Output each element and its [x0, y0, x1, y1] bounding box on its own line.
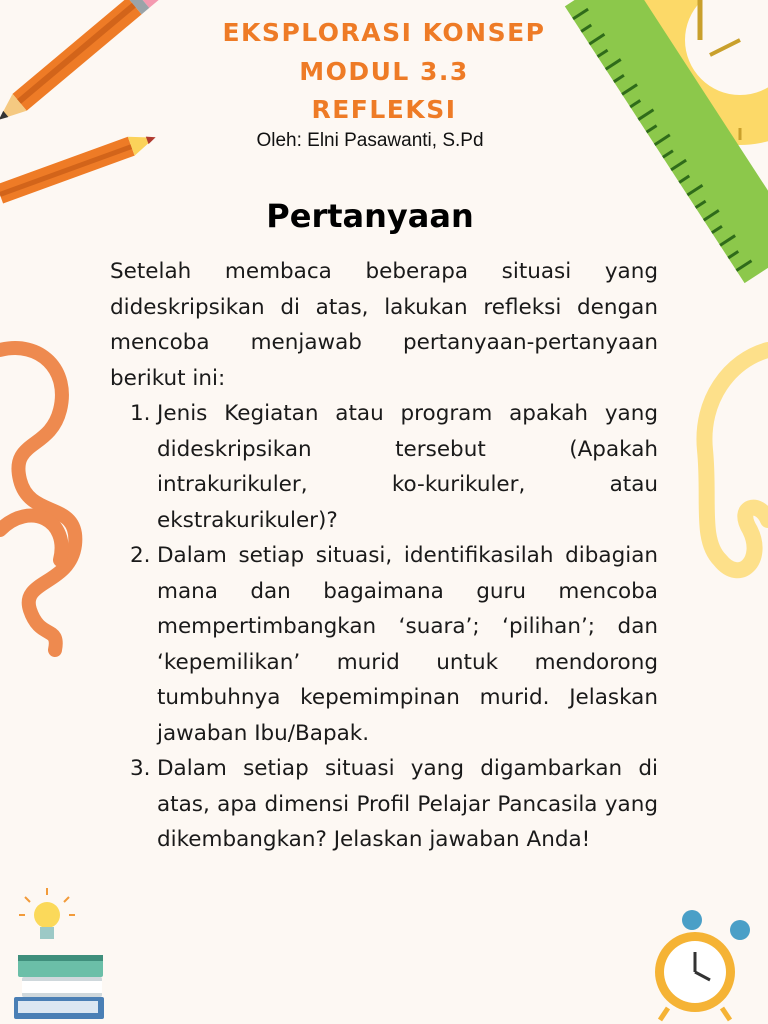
- title-line-1: EKSPLORASI KONSEP: [222, 18, 546, 47]
- section-heading: Pertanyaan: [266, 197, 474, 235]
- question-text: Dalam setiap situasi, identifikasilah dibagian mana dan bagaimana guru mencoba mempertimbangkan ‘suara’; ‘pilihan’; dan ‘kepemilikan’ murid untuk mendorong tumbuhnya kepemimpinan murid. Jelaskan jawaban Ibu/Bapak.: [157, 543, 658, 746]
- content-body: [110, 254, 658, 858]
- question-number: 1.: [130, 401, 151, 426]
- lightbulb-icon: [19, 888, 75, 939]
- squiggle-decoration: [704, 350, 768, 570]
- question-item: [110, 396, 658, 538]
- question-list: [110, 396, 658, 858]
- question-item: [110, 751, 658, 858]
- intro-paragraph: Setelah membaca beberapa situasi yang dideskripsikan di atas, lakukan refleksi dengan mencoba menjawab pertanyaan-pertanyaan berikut ini:: [110, 259, 658, 391]
- books-icon: [14, 955, 104, 1019]
- question-text: Jenis Kegiatan atau program apakah yang dideskripsikan tersebut (Apakah intrakurikuler, ko-kurikuler, atau ekstrakurikuler)?: [157, 401, 658, 533]
- question-number: 2.: [130, 543, 151, 568]
- alarm-clock-icon: [655, 910, 750, 1020]
- question-item: [110, 538, 658, 751]
- title-line-2: MODUL 3.3: [299, 57, 469, 86]
- squiggle-decoration: [0, 516, 62, 560]
- question-text: Dalam setiap situasi yang digambarkan di atas, apa dimensi Profil Pelajar Pancasila yang dikembangkan? Jelaskan jawaban Anda!: [157, 756, 658, 852]
- title-line-3: REFLEKSI: [311, 95, 457, 124]
- author-byline: Oleh: Elni Pasawanti, S.Pd: [256, 130, 484, 151]
- question-number: 3.: [130, 756, 151, 781]
- squiggle-decoration: [0, 348, 75, 650]
